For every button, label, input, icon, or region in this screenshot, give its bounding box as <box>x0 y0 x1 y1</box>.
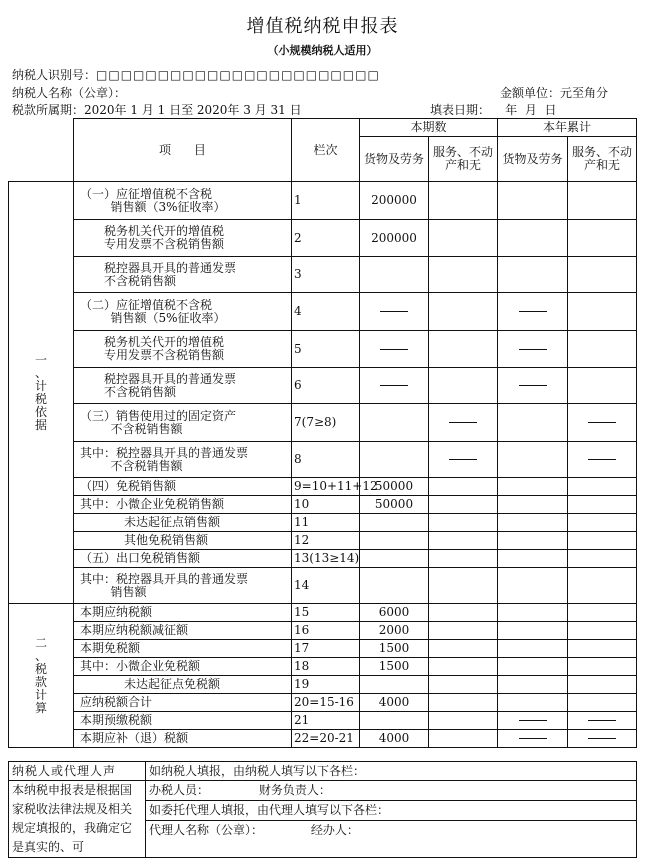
value-cell-yr-goods[interactable] <box>498 550 568 568</box>
period-line <box>12 101 302 118</box>
table-row <box>9 293 637 331</box>
row-line-no: 21 <box>292 712 360 730</box>
value-cell-yr-goods[interactable] <box>498 478 568 496</box>
row-line-no: 22=20-21 <box>292 730 360 748</box>
section-label-char: 算 <box>34 700 47 715</box>
value-cell-cur-svc[interactable] <box>429 676 498 694</box>
header-current-period: 本期数 <box>360 119 498 137</box>
table-row <box>9 640 637 658</box>
section-label-char: 据 <box>34 417 47 432</box>
value-cell-cur-goods[interactable] <box>360 368 429 404</box>
value-cell-yr-svc[interactable] <box>568 182 637 220</box>
value-cell-yr-svc[interactable] <box>568 658 637 676</box>
row-item-label: 未达起征点免税额 <box>74 676 292 694</box>
not-applicable-dash <box>588 738 616 739</box>
value-cell-cur-svc[interactable] <box>429 404 498 442</box>
table-row <box>9 676 637 694</box>
value-cell-cur-goods[interactable]: 200000 <box>360 220 429 257</box>
value-cell-yr-goods[interactable] <box>498 694 568 712</box>
row-item-label: （五）出口免税销售额 <box>74 550 292 568</box>
not-applicable-dash <box>449 422 477 423</box>
value-cell-cur-goods[interactable]: 4000 <box>360 730 429 748</box>
value-cell-cur-goods[interactable] <box>360 568 429 604</box>
not-applicable-dash <box>380 311 408 312</box>
value-cell-yr-svc[interactable] <box>568 568 637 604</box>
row-item-label: 税务机关代开的增值税 专用发票不含税销售额 <box>74 331 292 368</box>
table-row <box>9 568 637 604</box>
value-cell-yr-svc[interactable] <box>568 368 637 404</box>
value-cell-yr-svc[interactable] <box>568 640 637 658</box>
table-row <box>9 622 637 640</box>
value-cell-yr-svc[interactable] <box>568 730 637 748</box>
row-line-no: 2 <box>292 220 360 257</box>
not-applicable-dash <box>519 311 547 312</box>
footer-self-fill: 如纳税人填报，由纳税人填写以下各栏： <box>146 762 637 781</box>
header-cur-services: 服务、不动产和无 <box>429 137 498 182</box>
value-cell-cur-goods[interactable] <box>360 676 429 694</box>
value-cell-cur-goods[interactable]: 6000 <box>360 604 429 622</box>
value-cell-cur-svc[interactable] <box>429 640 498 658</box>
value-cell-yr-goods[interactable] <box>498 712 568 730</box>
row-item-label: 本期应补（退）税额 <box>74 730 292 748</box>
value-cell-yr-goods[interactable] <box>498 568 568 604</box>
value-cell-yr-svc[interactable] <box>568 604 637 622</box>
agent-name-label[interactable]: 代理人名称（公章）： <box>149 823 264 837</box>
header-row-1 <box>9 119 637 137</box>
value-cell-cur-goods[interactable] <box>360 257 429 293</box>
value-cell-yr-svc[interactable] <box>568 442 637 478</box>
value-cell-yr-goods[interactable] <box>498 514 568 532</box>
form-subtitle: （小规模纳税人适用） <box>267 44 378 57</box>
value-cell-cur-svc[interactable] <box>429 532 498 550</box>
value-cell-yr-goods[interactable] <box>498 658 568 676</box>
amount-unit: 金额单位：元至角分 <box>500 86 609 100</box>
section-tax-calc <box>9 604 74 748</box>
row-item-label: 税控器具开具的普通发票 不含税销售额 <box>74 368 292 404</box>
value-cell-cur-goods[interactable]: 50000 <box>360 478 429 496</box>
footer-handler-line <box>146 781 637 801</box>
handler-label[interactable]: 办税人员： <box>149 783 210 797</box>
row-line-no: 13(13≥14) <box>292 550 360 568</box>
row-line-no: 12 <box>292 532 360 550</box>
footer-agent-line <box>146 821 637 858</box>
value-cell-yr-goods[interactable] <box>498 730 568 748</box>
value-cell-cur-svc[interactable] <box>429 658 498 676</box>
table-row <box>9 182 637 220</box>
row-item-label: （四）免税销售额 <box>74 478 292 496</box>
table-row <box>9 712 637 730</box>
section-label-char: 税 <box>34 391 47 406</box>
not-applicable-dash <box>519 720 547 721</box>
value-cell-cur-svc[interactable] <box>429 550 498 568</box>
table-row <box>9 532 637 550</box>
row-item-label: 其中：小微企业免税销售额 <box>74 496 292 514</box>
section-tax-basis <box>9 182 74 604</box>
row-item-label: 未达起征点销售额 <box>74 514 292 532</box>
row-line-no: 8 <box>292 442 360 478</box>
footer-row-1 <box>9 762 637 781</box>
row-line-no: 20=15-16 <box>292 694 360 712</box>
form-title: 增值税纳税申报表 <box>246 16 399 37</box>
row-line-no: 1 <box>292 182 360 220</box>
row-item-label: （二）应征增值税不含税 销售额（5%征收率） <box>74 293 292 331</box>
table-row <box>9 478 637 496</box>
footer-agent-fill: 如委托代理人填报，由代理人填写以下各栏： <box>146 801 637 821</box>
value-cell-yr-goods[interactable] <box>498 640 568 658</box>
operator-label[interactable]: 经办人： <box>310 823 359 837</box>
value-cell-cur-svc[interactable] <box>429 514 498 532</box>
section-label-char: 二 <box>34 635 47 650</box>
value-cell-cur-goods[interactable] <box>360 550 429 568</box>
table-row <box>9 220 637 257</box>
value-cell-cur-svc[interactable] <box>429 604 498 622</box>
not-applicable-dash <box>519 738 547 739</box>
row-line-no: 11 <box>292 514 360 532</box>
value-cell-cur-goods[interactable]: 2000 <box>360 622 429 640</box>
row-item-label: 税务机关代开的增值税 专用发票不含税销售额 <box>74 220 292 257</box>
value-cell-yr-goods[interactable] <box>498 220 568 257</box>
value-cell-cur-svc[interactable] <box>429 712 498 730</box>
value-cell-yr-goods[interactable] <box>498 676 568 694</box>
value-cell-cur-goods[interactable]: 1500 <box>360 640 429 658</box>
table-row <box>9 550 637 568</box>
section-label-char: 依 <box>34 404 47 419</box>
table-row <box>9 514 637 532</box>
not-applicable-dash <box>380 385 408 386</box>
row-line-no: 5 <box>292 331 360 368</box>
row-line-no: 3 <box>292 257 360 293</box>
not-applicable-dash <box>588 459 616 460</box>
not-applicable-dash <box>449 459 477 460</box>
value-cell-cur-goods[interactable] <box>360 331 429 368</box>
value-cell-yr-svc[interactable] <box>568 712 637 730</box>
taxpayer-id-line <box>12 66 380 83</box>
row-line-no: 17 <box>292 640 360 658</box>
value-cell-yr-goods[interactable] <box>498 442 568 478</box>
taxpayer-id-label: 纳税人识别号： <box>12 68 97 82</box>
header-cur-goods: 货物及劳务 <box>360 137 429 182</box>
period-value: 2020年 1 月 1 日至 2020年 3 月 31 日 <box>84 103 302 117</box>
value-cell-yr-svc[interactable] <box>568 550 637 568</box>
value-cell-yr-svc[interactable] <box>568 532 637 550</box>
value-cell-yr-goods[interactable] <box>498 331 568 368</box>
declaration-footer <box>8 761 637 858</box>
value-cell-yr-svc[interactable] <box>568 257 637 293</box>
value-cell-cur-goods[interactable] <box>360 404 429 442</box>
value-cell-cur-svc[interactable] <box>429 182 498 220</box>
declaration-table-body <box>9 119 637 748</box>
row-line-no: 4 <box>292 293 360 331</box>
value-cell-cur-goods[interactable] <box>360 514 429 532</box>
value-cell-cur-goods[interactable] <box>360 442 429 478</box>
row-item-label: （三）销售使用过的固定资产 不含税销售额 <box>74 404 292 442</box>
header-yr-services: 服务、不动产和无 <box>568 137 637 182</box>
value-cell-yr-svc[interactable] <box>568 293 637 331</box>
value-cell-yr-svc[interactable] <box>568 478 637 496</box>
table-row <box>9 730 637 748</box>
table-row <box>9 331 637 368</box>
value-cell-cur-svc[interactable] <box>429 220 498 257</box>
value-cell-yr-svc[interactable] <box>568 404 637 442</box>
row-item-label: 本期应纳税额 <box>74 604 292 622</box>
value-cell-cur-svc[interactable] <box>429 442 498 478</box>
fill-date: 填表日期： 年 月 日 <box>430 103 557 117</box>
row-item-label: （一）应征增值税不含税 销售额（3%征收率） <box>74 182 292 220</box>
footer-left-body: 本纳税申报表是根据国家税收法律法规及相关规定填报的，我确定它是真实的、可 <box>9 781 146 858</box>
row-item-label: 本期预缴税额 <box>74 712 292 730</box>
not-applicable-dash <box>380 349 408 350</box>
value-cell-cur-svc[interactable] <box>429 293 498 331</box>
row-item-label: 其中：小微企业免税额 <box>74 658 292 676</box>
row-item-label: 应纳税额合计 <box>74 694 292 712</box>
footer-left-title: 纳税人或代理人声 <box>9 762 146 781</box>
taxpayer-name-label: 纳税人名称（公章）： <box>12 86 127 100</box>
value-cell-yr-svc[interactable] <box>568 514 637 532</box>
section-label-char: 计 <box>34 687 47 702</box>
value-cell-cur-svc[interactable] <box>429 622 498 640</box>
not-applicable-dash <box>519 385 547 386</box>
value-cell-yr-goods[interactable] <box>498 182 568 220</box>
value-cell-yr-goods[interactable] <box>498 604 568 622</box>
table-row <box>9 604 637 622</box>
value-cell-yr-goods[interactable] <box>498 496 568 514</box>
value-cell-yr-goods[interactable] <box>498 368 568 404</box>
period-label: 税款所属期： <box>12 103 85 117</box>
value-cell-cur-svc[interactable] <box>429 331 498 368</box>
row-line-no: 6 <box>292 368 360 404</box>
value-cell-cur-goods[interactable]: 1500 <box>360 658 429 676</box>
section-label-char: 税 <box>34 661 47 676</box>
value-cell-cur-svc[interactable] <box>429 568 498 604</box>
row-item-label: 税控器具开具的普通发票 不含税销售额 <box>74 257 292 293</box>
section-label-char: 、 <box>34 365 47 380</box>
value-cell-yr-goods[interactable] <box>498 532 568 550</box>
value-cell-yr-svc[interactable] <box>568 331 637 368</box>
value-cell-yr-svc[interactable] <box>568 694 637 712</box>
not-applicable-dash <box>519 349 547 350</box>
section-label-char: 、 <box>34 648 47 663</box>
row-line-no: 15 <box>292 604 360 622</box>
header-yr-goods: 货物及劳务 <box>498 137 568 182</box>
row-line-no: 7(7≥8) <box>292 404 360 442</box>
value-cell-cur-svc[interactable] <box>429 730 498 748</box>
taxpayer-id-boxes[interactable]: □□□□□□□□□□□□□□□□□□□□□□□ <box>96 68 380 82</box>
section-label-char: 计 <box>34 378 47 393</box>
row-line-no: 16 <box>292 622 360 640</box>
value-cell-cur-svc[interactable] <box>429 257 498 293</box>
value-cell-yr-goods[interactable] <box>498 622 568 640</box>
value-cell-cur-goods[interactable]: 200000 <box>360 182 429 220</box>
value-cell-cur-goods[interactable]: 50000 <box>360 496 429 514</box>
row-item-label: 其他免税销售额 <box>74 532 292 550</box>
row-item-label: 其中：税控器具开具的普通发票 不含税销售额 <box>74 442 292 478</box>
value-cell-yr-svc[interactable] <box>568 622 637 640</box>
value-cell-yr-svc[interactable] <box>568 220 637 257</box>
row-line-no: 18 <box>292 658 360 676</box>
header-line-no: 栏次 <box>292 119 360 182</box>
table-row <box>9 257 637 293</box>
value-cell-cur-svc[interactable] <box>429 478 498 496</box>
value-cell-cur-goods[interactable] <box>360 712 429 730</box>
table-row <box>9 496 637 514</box>
not-applicable-dash <box>588 422 616 423</box>
value-cell-yr-goods[interactable] <box>498 257 568 293</box>
row-line-no: 19 <box>292 676 360 694</box>
header-corner <box>9 119 74 182</box>
footer-row-2 <box>9 781 637 801</box>
header-year-total: 本年累计 <box>498 119 637 137</box>
value-cell-yr-svc[interactable] <box>568 496 637 514</box>
row-item-label: 本期应纳税额减征额 <box>74 622 292 640</box>
table-row <box>9 442 637 478</box>
row-item-label: 本期免税额 <box>74 640 292 658</box>
value-cell-cur-svc[interactable] <box>429 496 498 514</box>
table-row <box>9 368 637 404</box>
finance-head-label[interactable]: 财务负责人： <box>258 783 331 797</box>
row-item-label: 其中：税控器具开具的普通发票 销售额 <box>74 568 292 604</box>
value-cell-cur-svc[interactable] <box>429 368 498 404</box>
declaration-table <box>8 118 637 748</box>
table-row <box>9 694 637 712</box>
not-applicable-dash <box>588 720 616 721</box>
header-item: 项 目 <box>74 119 292 182</box>
row-line-no: 10 <box>292 496 360 514</box>
table-row <box>9 658 637 676</box>
table-row <box>9 404 637 442</box>
value-cell-cur-goods[interactable] <box>360 532 429 550</box>
value-cell-yr-svc[interactable] <box>568 676 637 694</box>
value-cell-cur-svc[interactable] <box>429 694 498 712</box>
value-cell-yr-goods[interactable] <box>498 404 568 442</box>
section-label-char: 款 <box>34 674 47 689</box>
section-label-char: 一 <box>34 352 47 367</box>
value-cell-cur-goods[interactable]: 4000 <box>360 694 429 712</box>
value-cell-yr-goods[interactable] <box>498 293 568 331</box>
value-cell-cur-goods[interactable] <box>360 293 429 331</box>
row-line-no: 9=10+11+12 <box>292 478 360 496</box>
row-line-no: 14 <box>292 568 360 604</box>
